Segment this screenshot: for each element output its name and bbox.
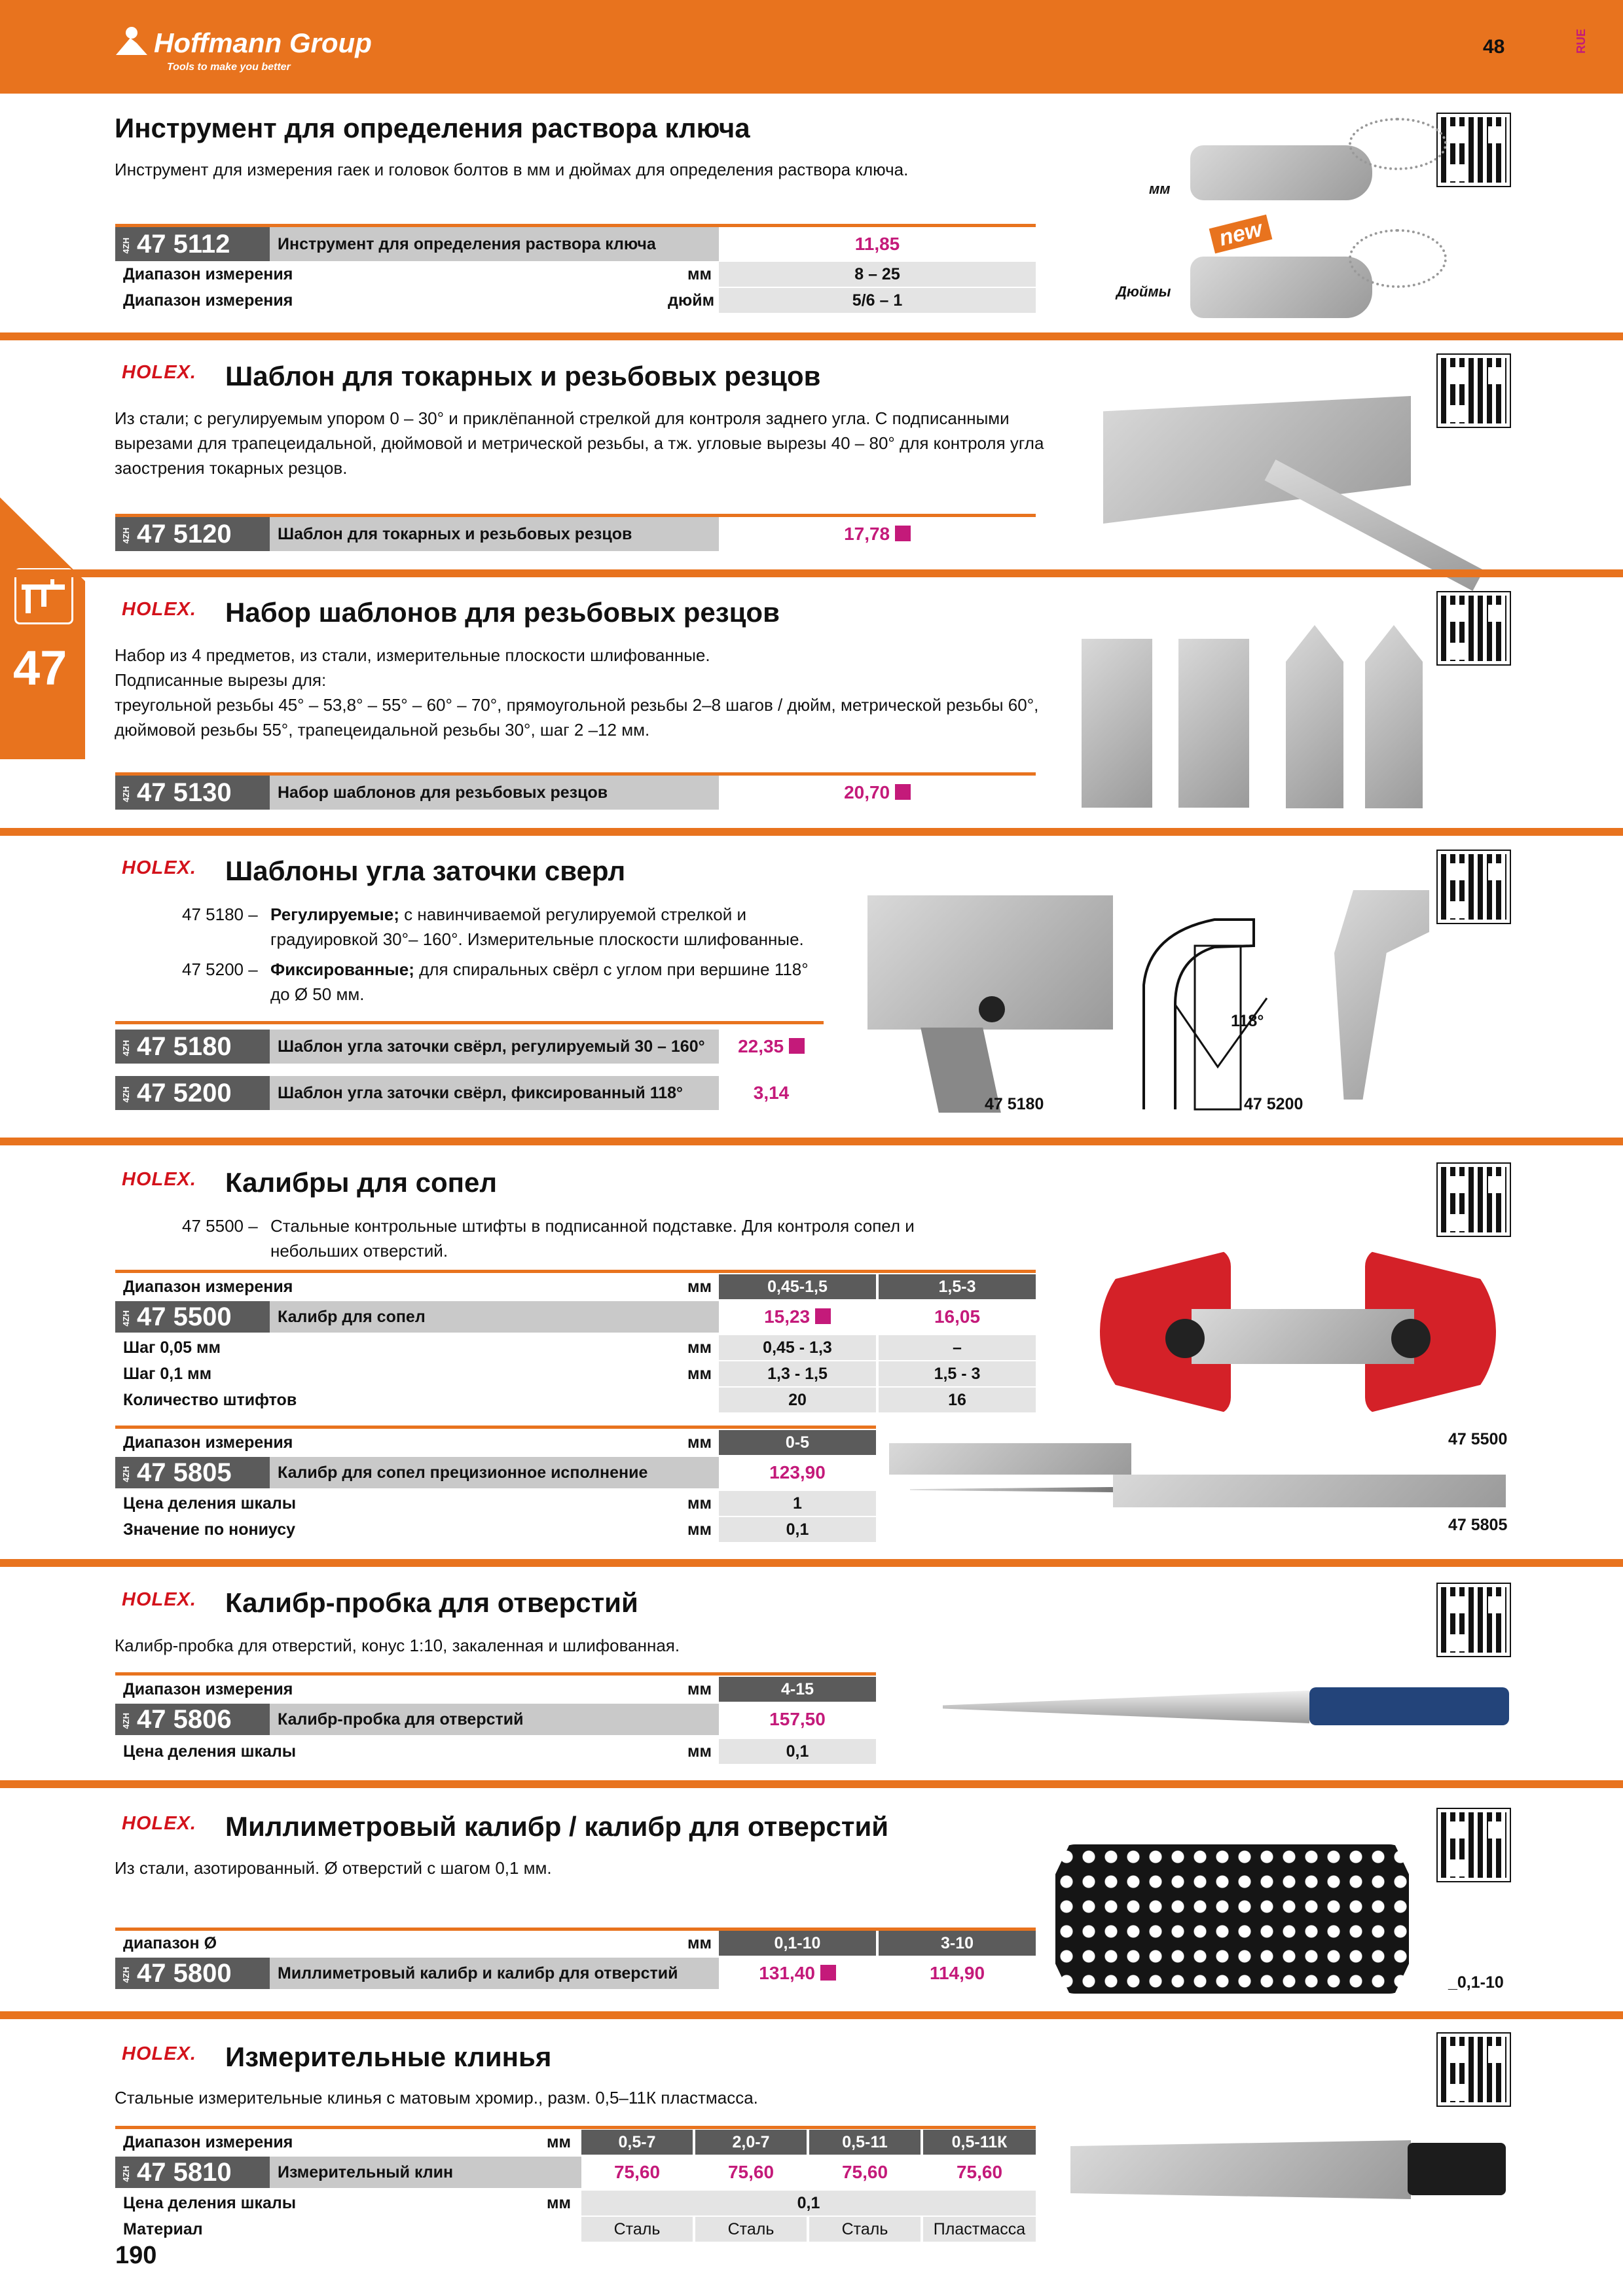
spec-value: 16 — [879, 1388, 1036, 1412]
product-name: Измерительный клин — [270, 2157, 581, 2188]
item-text: Регулируемые; с навинчиваемой регулируемой стрелкой и — [270, 905, 746, 924]
product-number: 4ZH 47 5120 — [115, 517, 270, 551]
item-text: Стальные контрольные штифты в подписанной подставке. Для контроля сопел и — [270, 1216, 915, 1236]
qr-code-icon — [1438, 1584, 1510, 1656]
product-name: Калибр для сопел — [270, 1301, 719, 1333]
knob-icon — [1165, 1319, 1205, 1358]
holex-logo: HOLEX. — [122, 1169, 196, 1190]
precision-gauge-tube-image — [889, 1443, 1131, 1475]
product-name: Миллиметровый калибр и калибр для отверстий — [270, 1958, 719, 1989]
holex-logo: HOLEX. — [122, 1813, 196, 1834]
image-caption: Дюймы — [1116, 283, 1171, 300]
item-code: 47 5500 – — [182, 1216, 258, 1236]
column-header: 1,5-3 — [879, 1274, 1036, 1299]
taper-gauge-image — [943, 1691, 1309, 1723]
product-name: Шаблон угла заточки свёрл, фиксированный 118° — [270, 1076, 719, 1110]
product-price: 11,85 — [719, 227, 1036, 261]
spec-unit: мм — [687, 1278, 712, 1296]
spec-label: Цена деления шкалы — [123, 1742, 297, 1761]
section-description: Набор из 4 предметов, из стали, измерительные плоскости шлифованные. — [115, 645, 710, 665]
taper-gauge-handle — [1309, 1687, 1509, 1725]
spec-unit: мм — [687, 1742, 712, 1761]
item-code: 47 5180 – — [182, 905, 258, 924]
spec-label: диапазон Ø — [123, 1934, 217, 1952]
section-description: Подписанные вырезы для: — [115, 670, 327, 690]
product-name: Инструмент для определения раствора ключа — [270, 227, 719, 261]
spec-unit: мм — [687, 1365, 712, 1383]
section-title: Калибры для сопел — [225, 1167, 498, 1198]
image-caption: _0,1-10 — [1448, 1973, 1504, 1992]
spec-value: 1,3 - 1,5 — [719, 1361, 876, 1386]
precision-gauge-body-image — [1113, 1475, 1506, 1507]
item-text: небольших отверстий. — [270, 1241, 448, 1261]
image-caption: мм — [1149, 181, 1171, 197]
spec-value: 1,5 - 3 — [879, 1361, 1036, 1386]
thread-template-image — [1082, 639, 1152, 808]
item-code: 47 5200 – — [182, 960, 258, 979]
section-divider — [0, 1138, 1623, 1145]
measuring-wedge-grip — [1408, 2143, 1506, 2195]
spec-label: Диапазон измерения — [123, 2133, 293, 2151]
spec-label: Значение по нониусу — [123, 1520, 296, 1539]
pivot-knob-icon — [979, 996, 1005, 1022]
section-description: Из стали, азотированный. Ø отверстий с шагом 0,1 мм. — [115, 1858, 552, 1878]
image-caption: 47 5805 — [1448, 1516, 1508, 1534]
table-top-rule — [115, 1021, 824, 1024]
thread-gauge-image — [1103, 396, 1411, 524]
chapter-tab — [0, 497, 85, 759]
holex-logo: HOLEX. — [122, 857, 196, 878]
spec-label: Материал — [123, 2220, 203, 2238]
brand-tagline: Tools to make you better — [167, 62, 291, 73]
qr-code-icon — [1438, 592, 1510, 664]
spec-value: – — [879, 1335, 1036, 1360]
holex-logo: HOLEX. — [122, 2043, 196, 2064]
page-footer-number: 190 — [115, 2242, 157, 2269]
table-top-rule — [115, 1270, 1036, 1273]
product-price: 17,78 — [719, 517, 1036, 551]
item-text: до Ø 50 мм. — [270, 984, 365, 1004]
column-header: 3-10 — [879, 1931, 1036, 1956]
spec-value: 8 – 25 — [719, 262, 1036, 287]
item-text: Фиксированные; для спиральных свёрл с углом при вершине 118° — [270, 960, 809, 979]
product-price: 114,90 — [879, 1958, 1036, 1989]
table-top-rule — [115, 1672, 876, 1676]
spec-value: 5/6 – 1 — [719, 288, 1036, 313]
thread-template-image — [1286, 625, 1343, 808]
column-header: 0,5-7 — [581, 2130, 693, 2155]
product-price: 22,35 — [719, 1030, 824, 1064]
new-badge: new — [1209, 215, 1273, 254]
knob-icon — [1391, 1319, 1431, 1358]
spec-value: Сталь — [695, 2217, 807, 2242]
section-title: Инструмент для определения раствора ключа — [115, 113, 750, 143]
spec-label: Цена деления шкалы — [123, 2194, 297, 2212]
chapter-number: 47 — [13, 641, 67, 695]
image-caption: 47 5200 — [1244, 1095, 1304, 1113]
product-number: 4ZH 47 5112 — [115, 227, 270, 261]
product-price: 75,60 — [581, 2157, 693, 2188]
spec-unit: мм — [687, 1433, 712, 1452]
spec-unit: мм — [547, 2133, 571, 2151]
section-title: Измерительные клинья — [225, 2041, 552, 2072]
product-name: Набор шаблонов для резьбовых резцов — [270, 776, 719, 810]
spec-value: 0,1 — [581, 2191, 1036, 2215]
product-name: Калибр-пробка для отверстий — [270, 1704, 719, 1735]
spec-unit: дюйм — [668, 291, 715, 310]
section-description: треугольной резьбы 45° – 53,8° – 55° – 60° – 70°, прямоугольной резьбы 2–8 шагов / дюйм, метрической резьбы 60°, дюймовой резьбы 55°, трапецеидальной резьбы 30°, шаг 2 –12 мм. — [115, 695, 1039, 740]
fixed-gauge-drawing — [1136, 906, 1293, 1116]
product-name: Калибр для сопел прецизионное исполнение — [270, 1457, 719, 1488]
image-caption: 47 5500 — [1448, 1430, 1508, 1448]
spec-unit: мм — [687, 1494, 712, 1513]
column-header: 2,0-7 — [695, 2130, 807, 2155]
section-description: Стальные измерительные клинья с матовым хромир., разм. 0,5–11К пластмасса. — [115, 2088, 758, 2108]
holex-logo: HOLEX. — [122, 1589, 196, 1610]
product-price: 123,90 — [719, 1457, 876, 1488]
qr-code-icon — [1438, 1164, 1510, 1236]
qr-code-icon — [1438, 1809, 1510, 1881]
product-number: 4ZH 47 5200 — [115, 1076, 270, 1110]
angle-label: 118° — [1231, 1012, 1264, 1030]
product-name: Шаблон угла заточки свёрл, регулируемый 30 – 160° — [270, 1030, 719, 1064]
wrench-gauge-image — [1190, 257, 1372, 318]
column-header: 0-5 — [719, 1430, 876, 1455]
column-header: 4-15 — [719, 1677, 876, 1702]
spec-label: Диапазон измерения — [123, 265, 293, 283]
spec-unit: мм — [687, 1934, 712, 1952]
hoffmann-logo-icon — [115, 24, 149, 56]
qr-code-icon — [1438, 2034, 1510, 2106]
product-number: 4ZH 47 5805 — [115, 1457, 270, 1488]
spec-label: Диапазон измерения — [123, 1278, 293, 1296]
product-number: 4ZH 47 5810 — [115, 2157, 270, 2188]
spec-value: 0,45 - 1,3 — [719, 1335, 876, 1360]
hole-gauge-plate-image — [1055, 1844, 1409, 1994]
qr-code-icon — [1438, 114, 1510, 186]
precision-gauge-needle — [910, 1487, 1113, 1492]
product-price: 3,14 — [719, 1076, 824, 1110]
spec-value: Пластмасса — [923, 2217, 1036, 2242]
section-title: Набор шаблонов для резьбовых резцов — [225, 597, 780, 628]
product-price: 157,50 — [719, 1704, 876, 1735]
column-header: 0,1-10 — [719, 1931, 876, 1956]
fixed-drill-gauge-image — [1334, 890, 1429, 1100]
header-page-number: 48 — [1483, 36, 1505, 58]
table-top-rule — [115, 2126, 1036, 2129]
product-price: 16,05 — [879, 1301, 1036, 1333]
spec-label: Цена деления шкалы — [123, 1494, 297, 1513]
spec-label: Диапазон измерения — [123, 1680, 293, 1698]
product-price: 75,60 — [809, 2157, 921, 2188]
brand-name: Hoffmann Group — [154, 27, 372, 58]
section-description: Инструмент для измерения гаек и головок болтов в мм и дюймах для определения раствора ключа. — [115, 160, 909, 179]
spec-value: 0,1 — [719, 1739, 876, 1764]
holex-logo: HOLEX. — [122, 362, 196, 383]
ball-chain — [1349, 118, 1447, 170]
spec-unit: мм — [687, 1520, 712, 1539]
product-price: 15,23 — [719, 1301, 876, 1333]
spec-unit: мм — [687, 1680, 712, 1698]
spec-label: Шаг 0,05 мм — [123, 1338, 221, 1357]
product-number: 4ZH 47 5180 — [115, 1030, 270, 1064]
section-title: Шаблон для токарных и резьбовых резцов — [225, 361, 821, 391]
thread-template-image — [1365, 625, 1423, 808]
qr-code-icon — [1438, 355, 1510, 427]
spec-label: Диапазон измерения — [123, 1433, 293, 1452]
section-description: Из стали; с регулируемым упором 0 – 30° и приклёпанной стрелкой для контроля заднего угла. С подписанными вырезами для трапецеидальной, дюймовой и метрической резьбы, а тж. угловые вырезы 40 – 80° для контроля угла заострения токарных резцов. — [115, 408, 1044, 478]
section-divider — [0, 332, 1623, 340]
spec-value: 1 — [719, 1491, 876, 1516]
image-caption: 47 5180 — [985, 1095, 1044, 1113]
section-divider — [0, 1780, 1623, 1788]
spec-unit: мм — [687, 265, 712, 283]
section-divider — [0, 1559, 1623, 1567]
nozzle-gauge-bar-image — [1192, 1309, 1414, 1364]
column-header: 0,5-11 — [809, 2130, 921, 2155]
qr-code-icon — [1438, 851, 1510, 923]
product-price: 75,60 — [695, 2157, 807, 2188]
section-divider — [0, 2011, 1623, 2019]
ball-chain — [1349, 229, 1447, 288]
product-number: 4ZH 47 5130 — [115, 776, 270, 810]
spec-value: Сталь — [581, 2217, 693, 2242]
spec-unit: мм — [687, 1338, 712, 1357]
product-price: 131,40 — [719, 1958, 876, 1989]
spec-value: 0,1 — [719, 1517, 876, 1542]
spec-value: Сталь — [809, 2217, 921, 2242]
spec-label: Шаг 0,1 мм — [123, 1365, 212, 1383]
holex-logo: HOLEX. — [122, 599, 196, 620]
spec-label: Количество штифтов — [123, 1391, 297, 1409]
product-number: 4ZH 47 5800 — [115, 1958, 270, 1989]
spec-label: Диапазон измерения — [123, 291, 293, 310]
column-header: 0,45-1,5 — [719, 1274, 876, 1299]
product-price: 75,60 — [923, 2157, 1036, 2188]
spec-unit: мм — [547, 2194, 571, 2212]
spec-value: 20 — [719, 1388, 876, 1412]
section-title: Калибр-пробка для отверстий — [225, 1587, 638, 1618]
measuring-wedge-image — [1070, 2140, 1411, 2199]
wrench-gauge-image — [1190, 145, 1372, 200]
column-header: 0,5-11К — [923, 2130, 1036, 2155]
product-number: 4ZH 47 5806 — [115, 1704, 270, 1735]
language-code: RUE — [1575, 28, 1588, 54]
section-title: Миллиметровый калибр / калибр для отверстий — [225, 1811, 889, 1842]
product-number: 4ZH 47 5500 — [115, 1301, 270, 1333]
section-title: Шаблоны угла заточки сверл — [225, 855, 626, 886]
section-divider — [0, 569, 1623, 577]
thread-template-image — [1178, 639, 1249, 808]
product-name: Шаблон для токарных и резьбовых резцов — [270, 517, 719, 551]
item-text: градуировкой 30°– 160°. Измерительные плоскости шлифованные. — [270, 929, 804, 949]
product-price: 20,70 — [719, 776, 1036, 810]
table-top-rule — [115, 1426, 876, 1429]
section-divider — [0, 828, 1623, 836]
section-description: Калибр-пробка для отверстий, конус 1:10, закаленная и шлифованная. — [115, 1636, 680, 1655]
